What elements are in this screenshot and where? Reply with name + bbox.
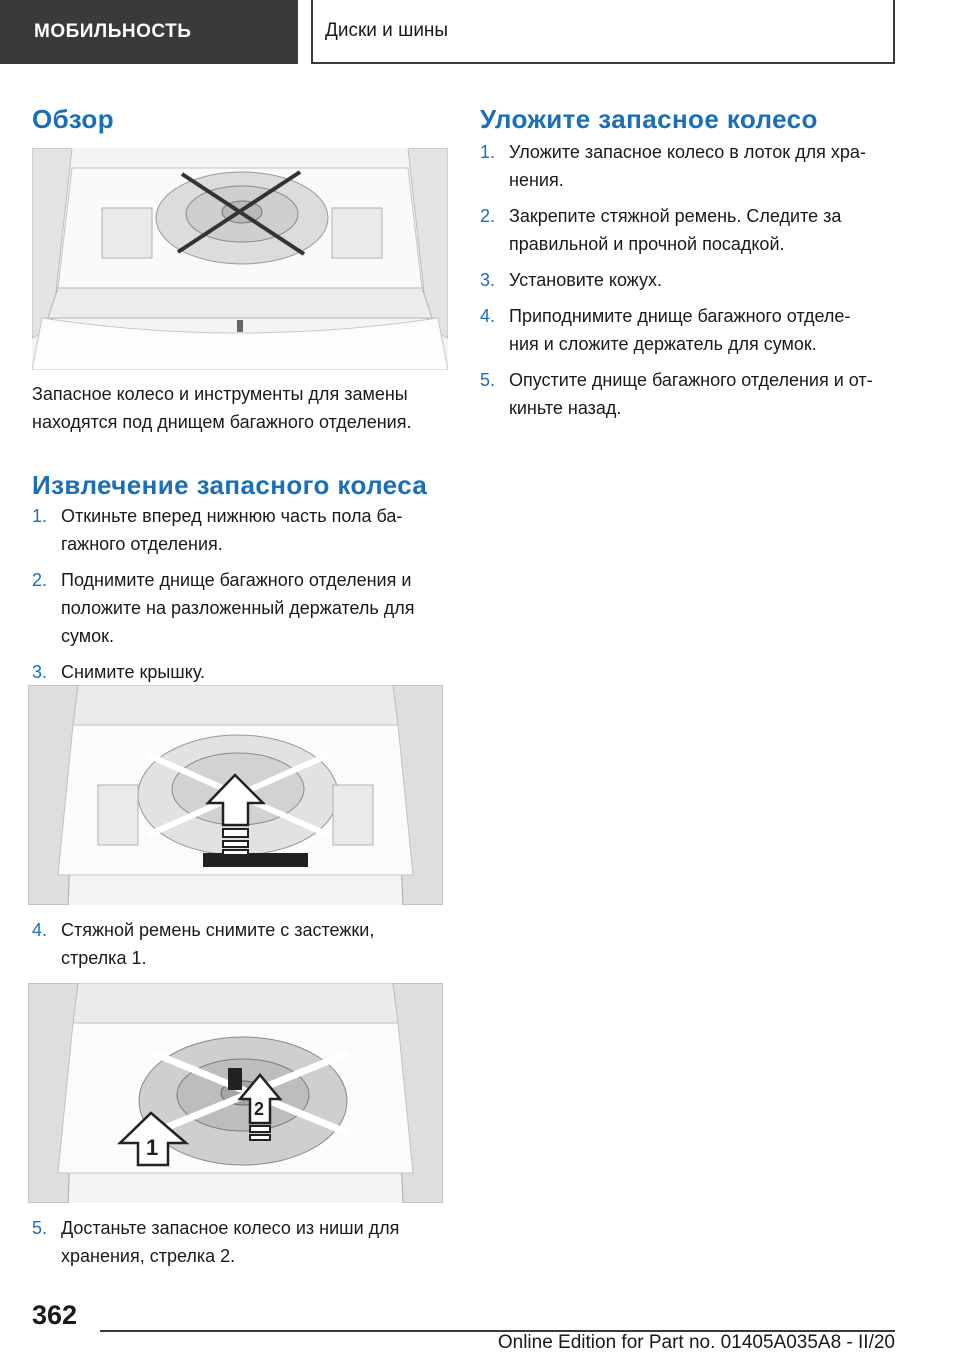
footer-edition: Online Edition for Part no. 01405A035A8 - II/20 xyxy=(497,1332,895,1353)
list-item: 2. Закрепите стяжной ремень. Следите за правильной и прочной посадкой. xyxy=(480,206,842,254)
list-item: 2. Поднимите днище багажного отделения и положите на разложенный держатель для сумок. xyxy=(32,570,415,646)
removal-step-5 xyxy=(32,1214,452,1278)
list-item: 4. Стяжной ремень снимите с застежки, стрелка 1. xyxy=(32,920,375,968)
arrow-2-label: 2 xyxy=(254,1099,265,1119)
list-item: 5. Опустите днище багажного отделения и от- киньте назад. xyxy=(480,370,873,418)
trunk-overview-image xyxy=(32,148,448,370)
list-item: 4. Приподнимите днище багажного отделе- ния и сложите держатель для сумок. xyxy=(480,306,851,354)
arrow-1-label: 1 xyxy=(146,1135,159,1160)
trunk-cover-removal-image xyxy=(28,685,443,905)
page-number: 362 xyxy=(32,1300,78,1330)
removal-steps-1-3 xyxy=(32,502,452,694)
removal-title: Извлечение запасного колеса xyxy=(32,470,428,500)
list-item: 3. Снимите крышку. xyxy=(32,662,206,682)
stow-steps xyxy=(480,138,905,430)
removal-step-4 xyxy=(32,916,452,980)
list-item: 3. Установите кожух. xyxy=(480,270,663,290)
stow-title: Уложите запасное колесо xyxy=(480,104,818,134)
list-item: 5. Достаньте запасное колесо из ниши для хранения, стрелка 2. xyxy=(32,1218,400,1266)
overview-title: Обзор xyxy=(32,104,114,134)
header-section: МОБИЛЬНОСТЬ xyxy=(0,0,298,64)
header-chapter: Диски и шины xyxy=(311,0,895,64)
list-item: 1. Уложите запасное колесо в лоток для хра- нения. xyxy=(480,142,866,190)
overview-caption: Запасное колесо и инструменты для замены находятся под днищем багажного отделения. xyxy=(32,384,412,432)
list-item: 1. Откиньте вперед нижнюю часть пола ба- гажного отделения. xyxy=(32,506,403,554)
strap-release-image xyxy=(28,983,443,1203)
